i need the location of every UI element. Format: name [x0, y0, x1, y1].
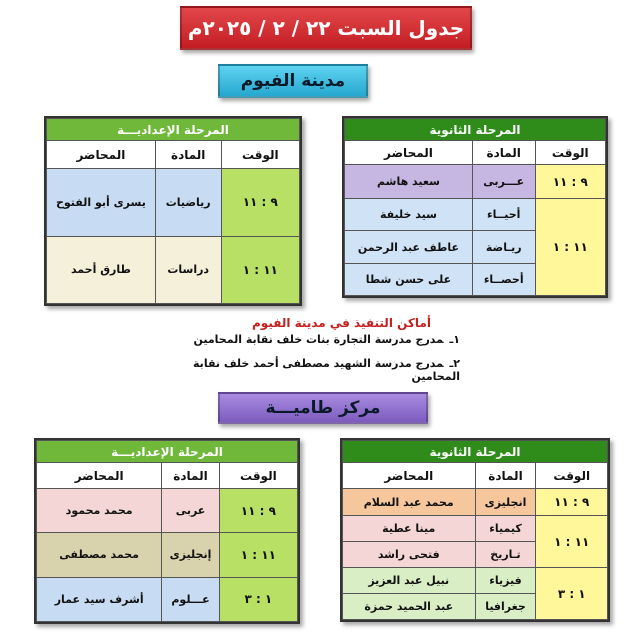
- table-caption: المرحلة الثانوية: [343, 441, 608, 463]
- subject-cell: انجليزى: [475, 489, 536, 516]
- table-caption: المرحلة الإعداديـــة: [37, 441, 298, 463]
- subject-cell: إنجليزى: [162, 533, 219, 577]
- lecturer-cell: محمد عبد السلام: [343, 489, 476, 516]
- tamiya-secondary-table: [340, 438, 610, 622]
- subject-cell: كيمياء: [475, 516, 536, 542]
- lecturer-cell: محمد محمود: [37, 489, 162, 533]
- subject-cell: جغرافيا: [475, 594, 536, 620]
- table-row: [47, 169, 300, 237]
- lecturer-cell: على حسن شطا: [345, 263, 473, 295]
- table-caption: المرحلة الإعداديـــة: [47, 119, 300, 141]
- time-cell: ١ : ٣: [219, 577, 297, 621]
- column-header-subject: المادة: [472, 141, 535, 165]
- subject-cell: رياضيات: [155, 169, 221, 237]
- venue-text: مدرج مدرسة التجارة بنات خلف نقابة المحامين: [193, 333, 444, 346]
- time-cell: ١ : ٣: [536, 568, 608, 620]
- lecturer-cell: محمد مصطفى: [37, 533, 162, 577]
- city-banner-tamiya: مركز طاميـــة: [218, 392, 428, 424]
- column-header-lecturer: المحاضر: [343, 463, 476, 489]
- column-header-time: الوقت: [536, 463, 608, 489]
- lecturer-cell: طارق أحمد: [47, 236, 156, 304]
- subject-cell: عـــربى: [472, 165, 535, 199]
- lecturer-cell: سيد خليفة: [345, 199, 473, 231]
- lecturer-cell: فتحى راشد: [343, 542, 476, 568]
- table-row: [343, 568, 608, 594]
- venue-number: ١ـ: [449, 333, 460, 346]
- subject-cell: ريـاضة: [472, 231, 535, 263]
- subject-cell: فيزياء: [475, 568, 536, 594]
- column-header-lecturer: المحاضر: [47, 141, 156, 169]
- subject-cell: عـــلوم: [162, 577, 219, 621]
- table-row: [37, 489, 298, 533]
- table-row: [343, 489, 608, 516]
- column-header-lecturer: المحاضر: [37, 463, 162, 489]
- lecturer-cell: عاطف عبد الرحمن: [345, 231, 473, 263]
- time-cell: ١١ : ١: [221, 236, 299, 304]
- table-caption: المرحلة الثانوية: [345, 119, 606, 141]
- time-cell: ٩ : ١١: [219, 489, 297, 533]
- table-row: [345, 199, 606, 231]
- table-row: [37, 577, 298, 621]
- table-row: [345, 165, 606, 199]
- lecturer-cell: يسرى أبو الفتوح: [47, 169, 156, 237]
- column-header-time: الوقت: [535, 141, 605, 165]
- table-row: [47, 236, 300, 304]
- subject-cell: أحصــاء: [472, 263, 535, 295]
- table-row: [343, 516, 608, 542]
- time-cell: ٩ : ١١: [536, 489, 608, 516]
- venue-item: [160, 333, 460, 346]
- venue-item: [160, 357, 460, 383]
- column-header-subject: المادة: [475, 463, 536, 489]
- venue-number: ٢ـ: [449, 357, 460, 370]
- city-banner-fayoum: مدينة الفيوم: [218, 64, 368, 98]
- column-header-subject: المادة: [155, 141, 221, 169]
- column-header-time: الوقت: [219, 463, 297, 489]
- fayoum-prep-table: [44, 116, 302, 306]
- tamiya-prep-table: [34, 438, 300, 624]
- page-title: جدول السبت ٢٢ / ٢ / ٢٠٢٥م: [180, 6, 472, 50]
- column-header-subject: المادة: [162, 463, 219, 489]
- time-cell: ١١ : ١: [536, 516, 608, 568]
- time-cell: ١١ : ١: [219, 533, 297, 577]
- venue-text: مدرج مدرسة الشهيد مصطفى أحمد خلف نقابة المحامين: [193, 357, 460, 383]
- lecturer-cell: عبد الحميد حمزة: [343, 594, 476, 620]
- lecturer-cell: سعيد هاشم: [345, 165, 473, 199]
- lecturer-cell: مينا عطية: [343, 516, 476, 542]
- subject-cell: دراسات: [155, 236, 221, 304]
- lecturer-cell: نبيل عبد العزيز: [343, 568, 476, 594]
- table-row: [37, 533, 298, 577]
- fayoum-secondary-table: [342, 116, 608, 298]
- subject-cell: عربى: [162, 489, 219, 533]
- column-header-time: الوقت: [221, 141, 299, 169]
- lecturer-cell: أشرف سيد عمار: [37, 577, 162, 621]
- venues-title: أماكن التنفيذ في مدينة الفيوم: [252, 316, 431, 330]
- subject-cell: أحيــاء: [472, 199, 535, 231]
- time-cell: ٩ : ١١: [221, 169, 299, 237]
- time-cell: ١١ : ١: [535, 199, 605, 296]
- subject-cell: تـاريخ: [475, 542, 536, 568]
- time-cell: ٩ : ١١: [535, 165, 605, 199]
- column-header-lecturer: المحاضر: [345, 141, 473, 165]
